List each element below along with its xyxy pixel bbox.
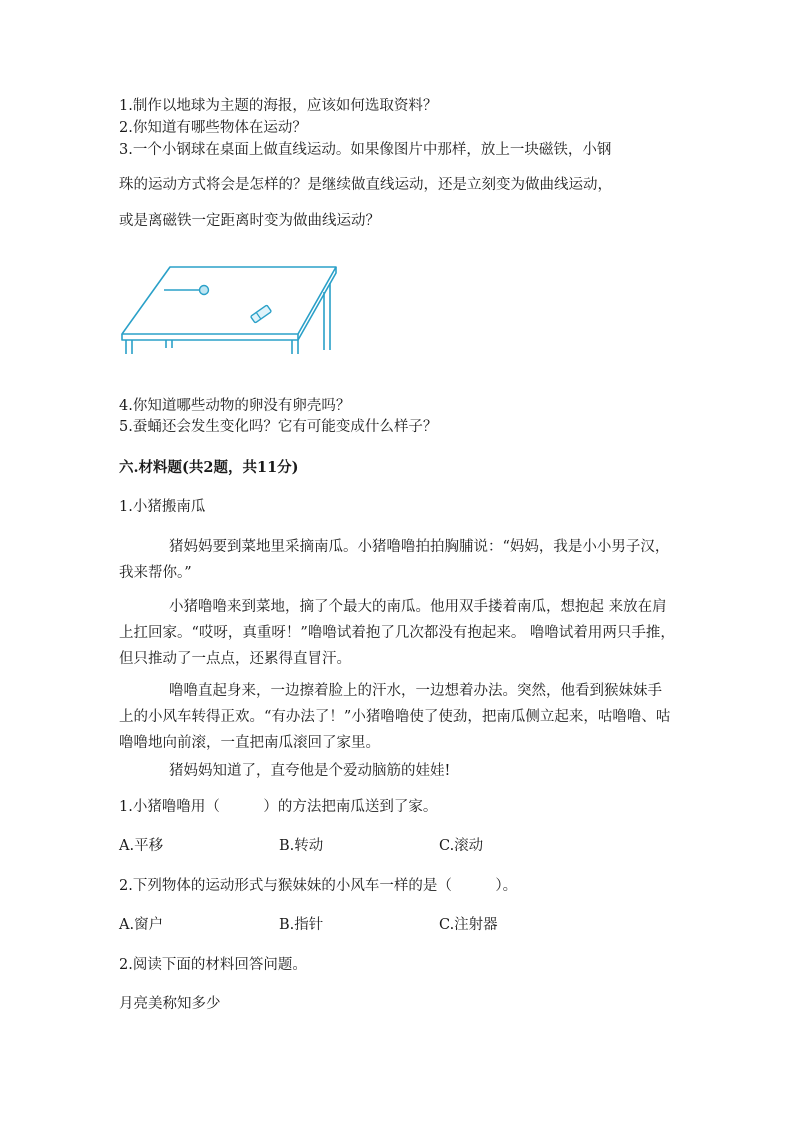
sub-question-1-option-c: C.滚动 [439,838,484,854]
section-title: 六.材料题(共2题，共11分) [119,459,299,476]
question-1: 1.制作以地球为主题的海报，应该如何选取资料？ [119,98,438,114]
magnet-icon [251,305,272,323]
sub-question-1: 1.小猪噜噜用（ ）的方法把南瓜送到了家。 [119,799,438,815]
material-2-intro: 2.阅读下面的材料回答问题。 [119,957,307,973]
material-2-title: 月亮美称知多少 [119,996,221,1012]
sub-question-2-option-a: A.窗户 [119,917,164,933]
sub-question-1-option-a: A.平移 [119,838,164,854]
question-3-line-2: 珠的运动方式将会是怎样的？是继续做直线运动，还是立刻变为做曲线运动， [119,177,612,193]
material-1-paragraph-1: 猪妈妈要到菜地里采摘南瓜。小猪噜噜拍拍胸脯说：“妈妈，我是小小男子汉，我来帮你。” [119,539,670,581]
sub-question-2-option-b: B.指针 [279,917,324,933]
question-4: 4.你知道哪些动物的卵没有卵壳吗？ [119,398,351,414]
sub-question-1-option-b: B.转动 [279,838,324,854]
question-5: 5.蚕蛹还会发生变化吗？它有可能变成什么样子？ [119,419,438,435]
table-icon [122,267,336,354]
sub-question-2: 2.下列物体的运动形式与猴妹妹的小风车一样的是（ ）。 [119,878,518,894]
material-1-title: 1.小猪搬南瓜 [119,499,206,515]
question-2: 2.你知道有哪些物体在运动？ [119,120,307,136]
sub-question-2-option-c: C.注射器 [439,917,498,933]
material-1-paragraph-3: 噜噜直起身来，一边擦着脸上的汗水，一边想着办法。突然，他看到猴妹妹手上的小风车转得正欢。“有办法了！”小猪噜噜使了使劲，把南瓜侧立起来，咕噜噜、咕噜噜地向前滚，一直把南瓜滚回了家里。 [119,683,671,751]
steel-ball-icon [200,286,209,295]
question-3-line-3: 或是离磁铁一定距离时变为做曲线运动？ [119,213,380,229]
material-1-paragraph-2: 小猪噜噜来到菜地，摘了个最大的南瓜。他用双手搂着南瓜，想抱起 来放在肩上扛回家。“哎呀，真重呀！”噜噜试着抱了几次都没有抱起来。 噜噜试着用两只手推，但只推动了一点点，还累得直冒汗。 [119,599,675,667]
table-ball-magnet-figure [118,262,343,357]
material-1-paragraph-4: 猪妈妈知道了，直夸他是个爱动脑筋的娃娃! [169,763,451,779]
question-3-line-1: 3.一个小钢球在桌面上做直线运动。如果像图片中那样，放上一块磁铁，小钢 [119,142,612,158]
